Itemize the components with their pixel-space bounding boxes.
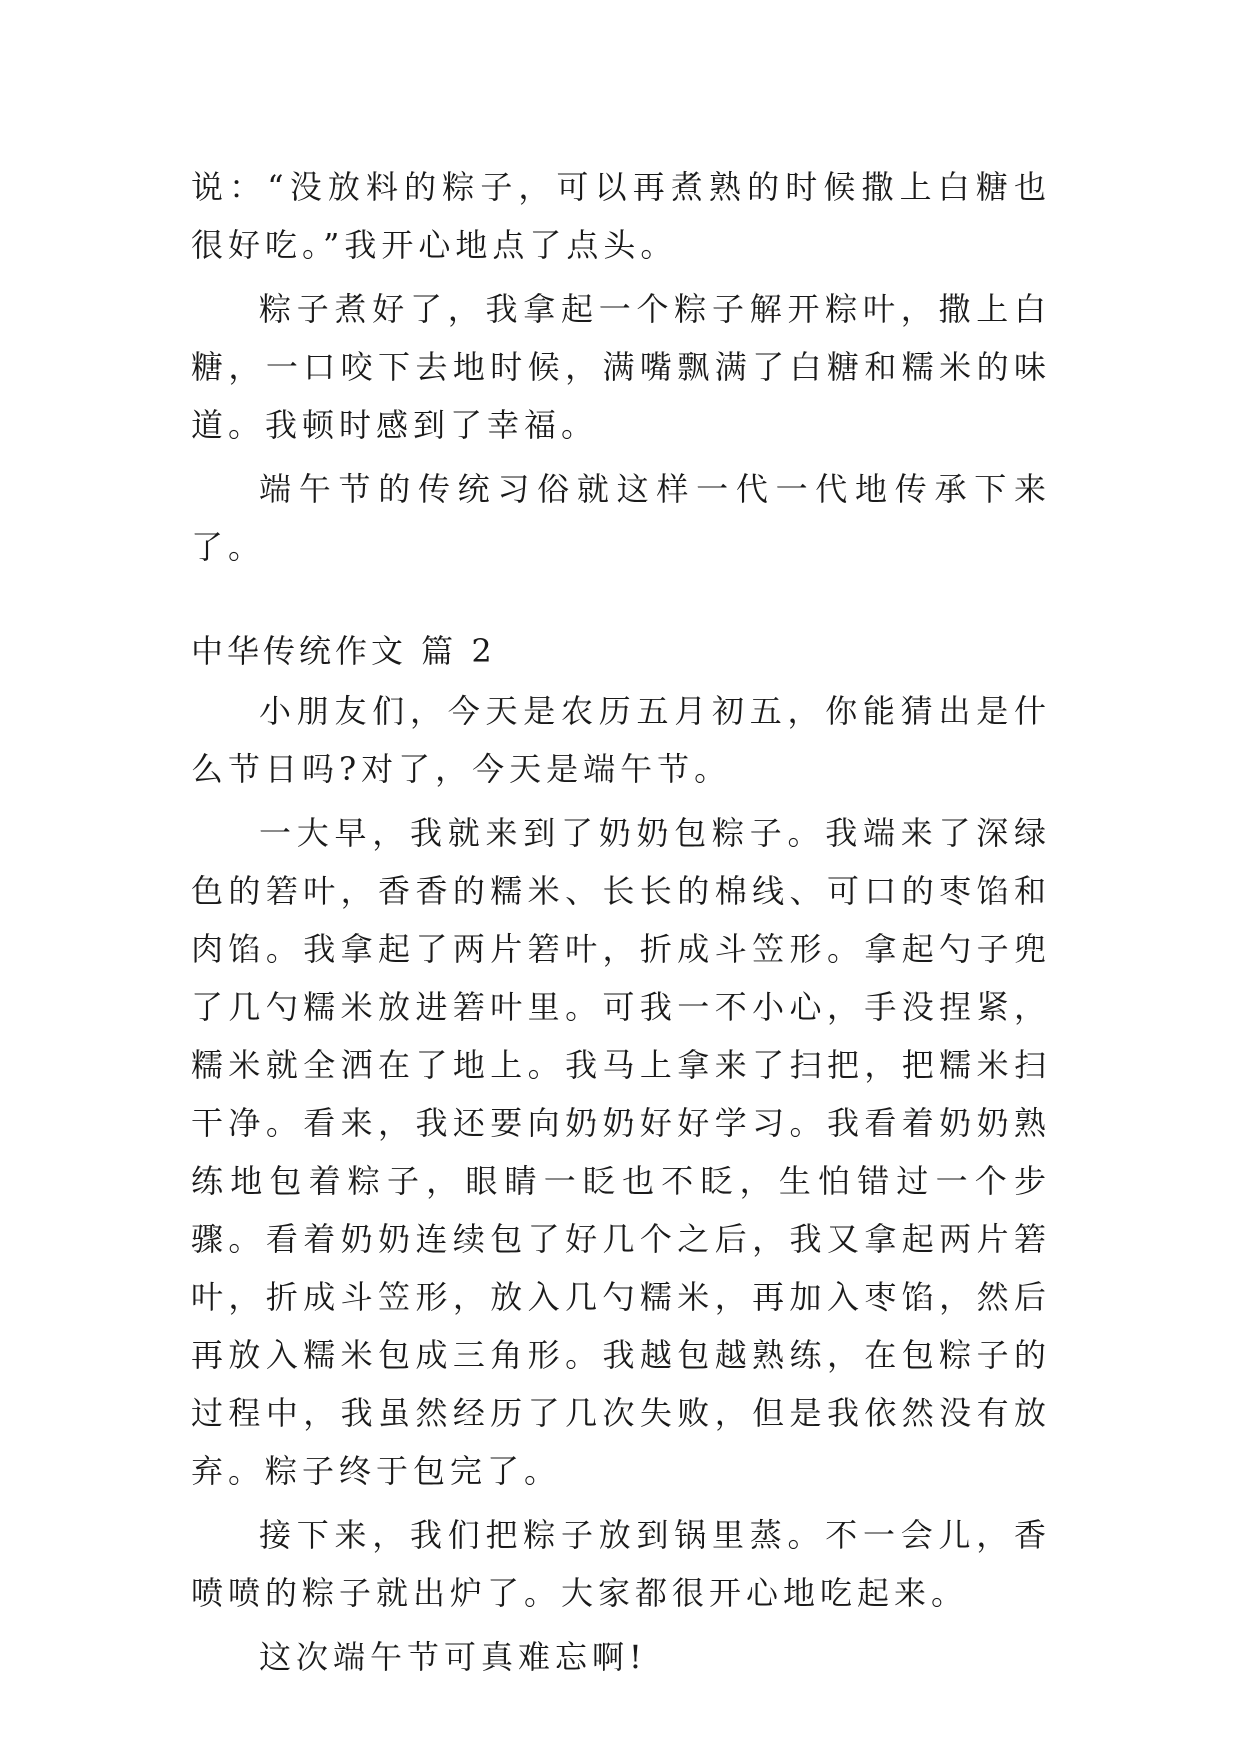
- paragraph: 一大早，我就来到了奶奶包粽子。我端来了深绿色的箬叶，香香的糯米、长长的棉线、可口的枣馅和肉馅。我拿起了两片箬叶，折成斗笠形。拿起勺子兜了几勺糯米放进箬叶里。可我一不小心，手没捏紧，糯米就全洒在了地上。我马上拿来了扫把，把糯米扫干净。看来，我还要向奶奶好好学习。我看着奶奶熟练地包着粽子，眼睛一眨也不眨，生怕错过一个步骤。看着奶奶连续包了好几个之后，我又拿起两片箬叶，折成斗笠形，放入几勺糯米，再加入枣馅，然后再放入糯米包成三角形。我越包越熟练，在包粽子的过程中，我虽然经历了几次失败，但是我依然没有放弃。粽子终于包完了。: [191, 814, 1051, 1490]
- paragraph: 端午节的传统习俗就这样一代一代地传承下来了。: [191, 470, 1051, 566]
- paragraph: 粽子煮好了，我拿起一个粽子解开粽叶，撒上白糖，一口咬下去地时候，满嘴飘满了白糖和糯米的味道。我顿时感到了幸福。: [191, 290, 1051, 444]
- paragraph: 这次端午节可真难忘啊!: [259, 1638, 647, 1676]
- paragraph: 接下来，我们把粽子放到锅里蒸。不一会儿，香喷喷的粽子就出炉了。大家都很开心地吃起来。: [191, 1516, 1051, 1612]
- paragraph: 小朋友们，今天是农历五月初五，你能猜出是什么节日吗?对了，今天是端午节。: [191, 692, 1051, 788]
- section-heading: 中华传统作文 篇 2: [191, 632, 496, 670]
- paragraph: 说：“没放料的粽子，可以再煮熟的时候撒上白糖也很好吃。”我开心地点了点头。: [191, 168, 1051, 264]
- document-body: [191, 158, 1051, 1692]
